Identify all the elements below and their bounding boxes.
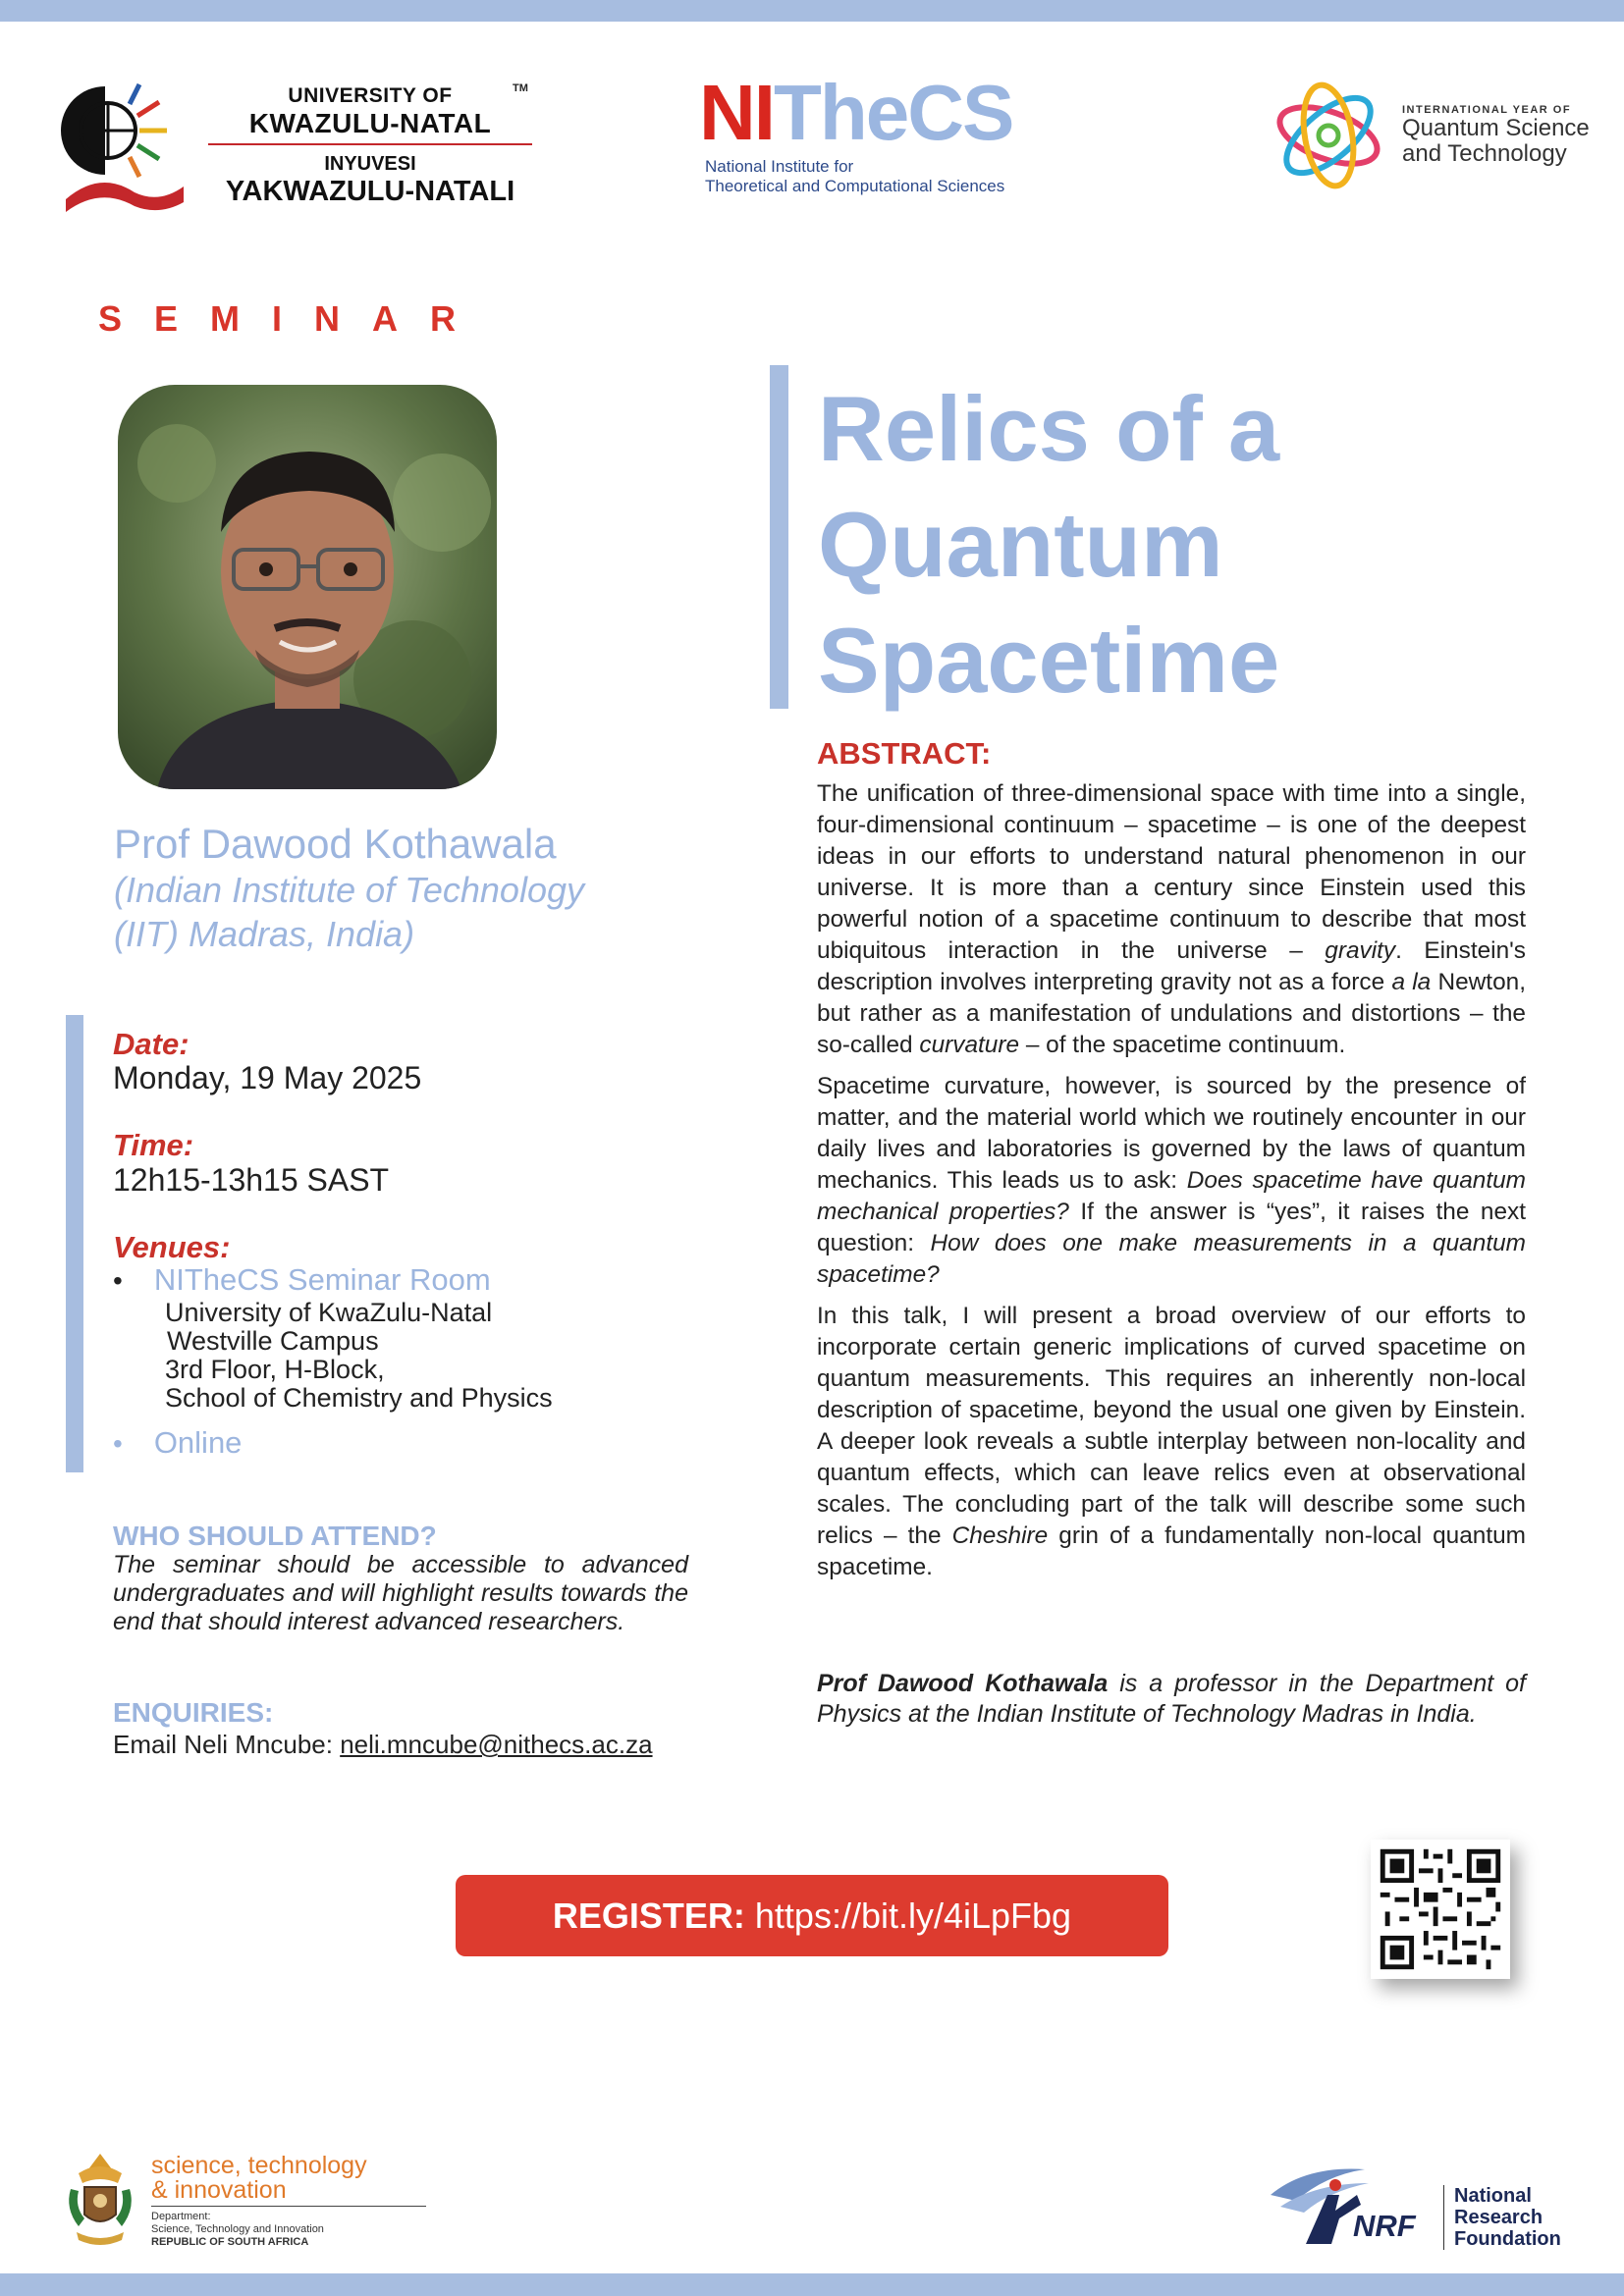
nithecs-ni: NI: [699, 69, 774, 156]
seminar-label: SEMINAR: [98, 298, 489, 339]
abstract-p2-q2: How does one make measurements in a quantum spacetime?: [817, 1230, 1526, 1288]
time-value: 12h15-13h15 SAST: [113, 1162, 390, 1198]
enquiries-text: [113, 1730, 653, 1760]
enquiries-prefix: Email Neli Mncube:: [113, 1730, 341, 1759]
venue-item-seminar-room: [113, 1262, 491, 1298]
venue1-name: NITheCS Seminar Room: [153, 1262, 491, 1297]
ukzn-emblem-icon: [61, 77, 208, 214]
nrf-abbreviation: NRF: [1353, 2209, 1416, 2243]
iyq-line-2: Quantum Science: [1402, 115, 1590, 141]
title-accent-bar: [770, 365, 788, 709]
abstract-paragraph-1: [817, 778, 1526, 1061]
abstract-p2-a: Spacetime curvature, however, is sourced by the presence of matter, and the material world which we routinely encounter in our daily lives and laboratories is governed by the laws of quantum mechanics. This leads us to ask:: [817, 1073, 1526, 1194]
nrf-line-3: Foundation: [1454, 2228, 1561, 2250]
nrf-logo: [1267, 2156, 1591, 2264]
venue1-line-2: Westville Campus: [167, 1326, 379, 1356]
talk-title-line-3: Spacetime: [818, 609, 1280, 712]
venues-label: Venues:: [113, 1230, 231, 1264]
bio-name: Prof Dawood Kothawala: [817, 1670, 1109, 1697]
talk-title: [818, 371, 1564, 719]
abstract-p1-b: . Einstein's description involves interpreting gravity not as a force: [817, 937, 1526, 995]
nrf-line-2: Research: [1454, 2207, 1543, 2228]
ukzn-line-1: UNIVERSITY OF: [288, 84, 453, 107]
venue-item-online: [113, 1425, 242, 1461]
iyq-line-3: and Technology: [1402, 140, 1567, 167]
abstract-p2-q1: Does spacetime have quantum mechanical properties?: [817, 1167, 1526, 1225]
dsti-line-2: & innovation: [151, 2178, 426, 2207]
bullet-1: •: [113, 1265, 123, 1296]
venue1-line-4: School of Chemistry and Physics: [165, 1383, 553, 1413]
abstract-p2-b: If the answer is “yes”, it raises the next question:: [817, 1199, 1527, 1256]
speaker-name: Prof Dawood Kothawala: [114, 821, 557, 867]
enquiries-title: ENQUIRIES:: [113, 1697, 274, 1728]
abstract-p3-a: In this talk, I will present a broad overview of our efforts to incorporate certain generic implications of curved spacetime on quantum measurements. This requires an inherently non-local description of spacetime, beyond the usual one given by Einstein. A deeper look reveals a subtle interplay between non-locality and quantum effects, which can leave relics even at observational scales. The concluding part of the talk will describe some such relics – the: [817, 1303, 1526, 1549]
ukzn-logo: [61, 77, 528, 214]
abstract-body: [817, 778, 1526, 1593]
abstract-p3-b: grin of a fundamentally non-local quantum spacetime.: [817, 1522, 1526, 1580]
abstract-paragraph-2: [817, 1071, 1526, 1291]
speaker-photo: [118, 385, 497, 789]
ukzn-line-2: KWAZULU-NATAL: [208, 108, 532, 145]
nrf-line-1: National: [1454, 2185, 1532, 2207]
dsti-small-text: [151, 2211, 426, 2249]
nithecs-logo: [699, 69, 1092, 216]
iyq-logo: [1265, 77, 1598, 204]
dsti-small-1: Department:: [151, 2211, 211, 2222]
details-accent-bar: [66, 1015, 83, 1472]
iyq-line-1: INTERNATIONAL YEAR OF: [1402, 104, 1572, 116]
talk-title-line-2: Quantum: [818, 493, 1223, 596]
qr-code-icon: [1371, 1840, 1510, 1979]
top-banner-bar: [0, 0, 1624, 22]
venue2-name: Online: [153, 1425, 243, 1460]
nithecs-subtitle-1: National Institute for: [705, 157, 854, 176]
speaker-affiliation-line-2: (IIT) Madras, India): [114, 914, 415, 954]
abstract-paragraph-3: [817, 1301, 1526, 1583]
nithecs-thecs: TheCS: [774, 69, 1013, 156]
date-value: Monday, 19 May 2025: [113, 1060, 422, 1095]
nithecs-subtitle-2: Theoretical and Computational Sciences: [705, 177, 1005, 195]
register-url: https://bit.ly/4iLpFbg: [744, 1896, 1072, 1936]
dsti-small-2: Science, Technology and Innovation: [151, 2223, 324, 2235]
ukzn-line-4: YAKWAZULU-NATALI: [225, 176, 515, 207]
venue1-line-1: University of KwaZulu-Natal: [165, 1298, 493, 1327]
nrf-name: [1443, 2185, 1561, 2250]
register-label: REGISTER:: [552, 1896, 745, 1936]
who-should-attend-text: The seminar should be accessible to advanced undergraduates and will highlight results towards the end that should interest advanced researchers.: [113, 1551, 688, 1635]
qr-code[interactable]: [1371, 1840, 1510, 1979]
enquiries-email-link[interactable]: neli.mncube@nithecs.ac.za: [340, 1730, 653, 1759]
abstract-p1-ala: a la: [1391, 969, 1432, 995]
abstract-p1-curvature: curvature: [919, 1032, 1020, 1058]
speaker-affiliation-line-1: (Indian Institute of Technology: [114, 870, 584, 910]
abstract-p1-d: – of the spacetime continuum.: [1019, 1032, 1346, 1058]
bio-text: is a professor in the Department of Physics at the Indian Institute of Technology Madras in India.: [817, 1670, 1527, 1728]
ukzn-trademark: TM: [513, 82, 528, 94]
abstract-p1-gravity: gravity: [1325, 937, 1396, 964]
abstract-p1-a: The unification of three-dimensional space with time into a single, four-dimensional continuum – spacetime – is one of the deepest ideas in our efforts to understand natural phenomenon in our universe. It is more than a century since Einstein used this powerful notion of a spacetime continuum to describe that most ubiquitous interaction in the universe –: [817, 780, 1526, 964]
speaker-portrait-image: [118, 385, 497, 789]
iyq-knot-icon: [1265, 77, 1392, 204]
register-button[interactable]: [456, 1875, 1168, 1956]
speaker-bio: [817, 1669, 1526, 1730]
abstract-p1-c: Newton, but rather as a manifestation of undulations and distortions – the so-called: [817, 969, 1526, 1058]
speaker-affiliation: [114, 868, 664, 956]
abstract-label: ABSTRACT:: [817, 736, 992, 771]
venue1-address: [165, 1299, 553, 1413]
dsti-logo: [61, 2150, 395, 2258]
who-should-attend-title: WHO SHOULD ATTEND?: [113, 1521, 437, 1551]
abstract-p3-cheshire: Cheshire: [951, 1522, 1049, 1549]
bullet-2: •: [113, 1428, 123, 1459]
ukzn-line-3: INYUVESI: [324, 153, 416, 175]
venue1-line-3: 3rd Floor, H-Block,: [165, 1355, 385, 1384]
dsti-small-3: REPUBLIC OF SOUTH AFRICA: [151, 2236, 309, 2248]
talk-title-line-1: Relics of a: [818, 377, 1280, 480]
bottom-banner-bar: [0, 2273, 1624, 2296]
coat-of-arms-icon: [61, 2150, 139, 2248]
date-label: Date:: [113, 1027, 189, 1061]
dsti-line-1: science, technology: [151, 2152, 367, 2179]
time-label: Time:: [113, 1128, 194, 1162]
